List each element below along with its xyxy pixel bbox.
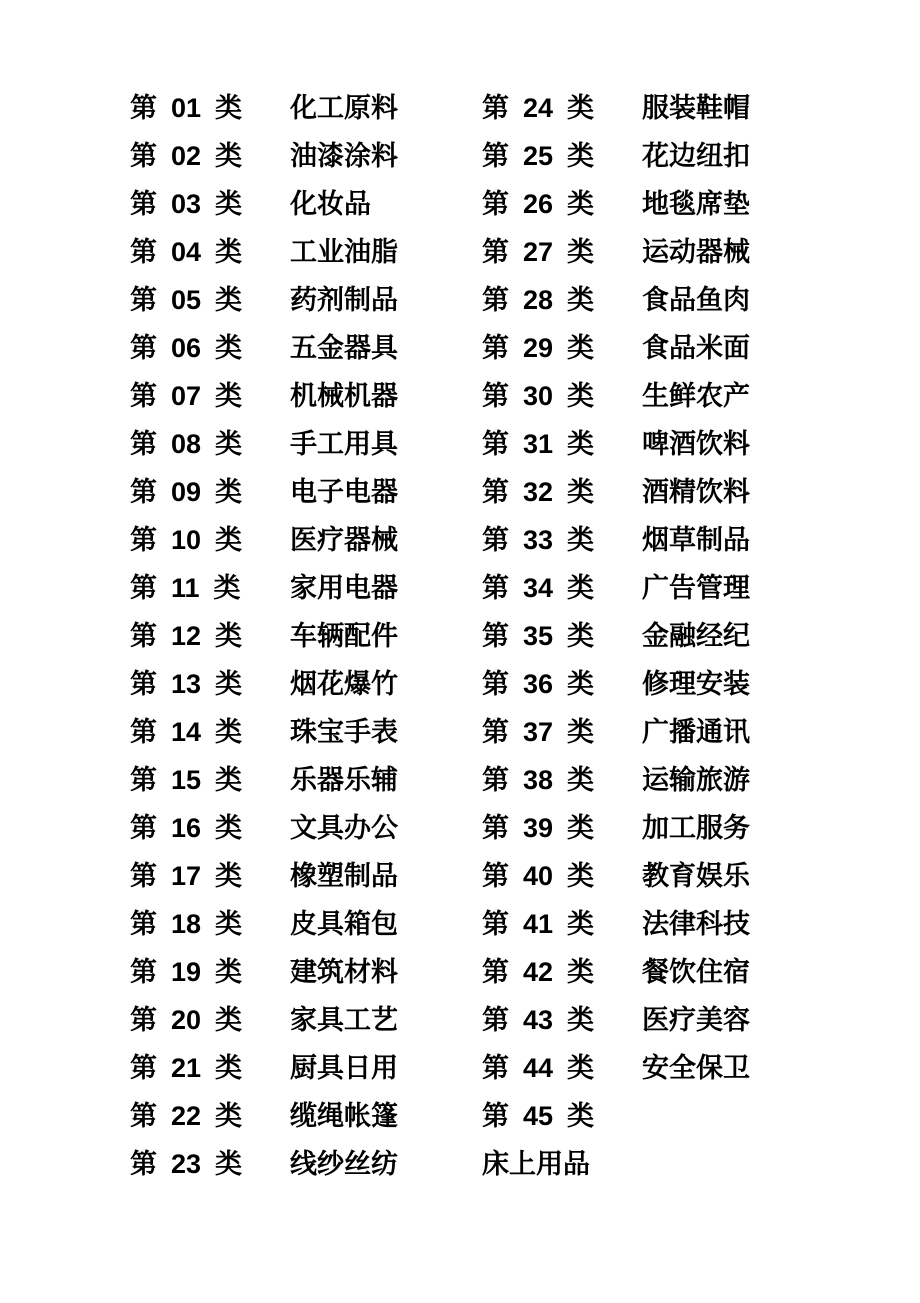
- table-row: [468, 566, 816, 614]
- prefix-char: 第: [130, 429, 157, 459]
- suffix-char: 类: [213, 573, 241, 603]
- class-number: 18: [171, 909, 202, 939]
- class-number: 16: [171, 813, 202, 843]
- table-row: [468, 326, 816, 374]
- suffix-char: 类: [567, 333, 595, 363]
- class-name: 法律科技: [642, 909, 750, 939]
- table-row: [120, 662, 468, 710]
- class-name: 厨具日用: [290, 1053, 398, 1083]
- suffix-char: 类: [215, 717, 243, 747]
- table-row: [120, 1094, 468, 1142]
- class-name: 食品米面: [642, 333, 750, 363]
- table-row: [120, 902, 468, 950]
- class-label: [130, 86, 290, 125]
- table-row: [468, 1094, 816, 1142]
- table-row: [468, 374, 816, 422]
- class-number: 20: [171, 1005, 202, 1035]
- suffix-char: 类: [215, 429, 243, 459]
- suffix-char: 类: [215, 957, 243, 987]
- class-number: 03: [171, 189, 202, 219]
- class-number: 43: [523, 1005, 554, 1035]
- suffix-char: 类: [215, 1149, 243, 1179]
- class-label: [130, 758, 290, 797]
- class-number: 33: [523, 525, 554, 555]
- class-name: 化工原料: [290, 93, 398, 123]
- suffix-char: 类: [567, 429, 595, 459]
- table-row: [468, 710, 816, 758]
- suffix-char: 类: [567, 957, 595, 987]
- class-number: 26: [523, 189, 554, 219]
- class-number: 08: [171, 429, 202, 459]
- prefix-char: 第: [130, 909, 157, 939]
- suffix-char: 类: [215, 237, 243, 267]
- class-name: 文具办公: [290, 813, 398, 843]
- prefix-char: 第: [482, 525, 509, 555]
- suffix-char: 类: [567, 573, 595, 603]
- suffix-char: 类: [567, 285, 595, 315]
- class-name: 皮具箱包: [290, 909, 398, 939]
- class-name: 酒精饮料: [642, 477, 750, 507]
- class-number: 07: [171, 381, 202, 411]
- class-name: 医疗器械: [290, 525, 398, 555]
- class-label: [130, 710, 290, 749]
- table-row: [468, 902, 816, 950]
- class-name: 运输旅游: [642, 765, 750, 795]
- class-name: 花边纽扣: [642, 141, 750, 171]
- class-name: 啤酒饮料: [642, 429, 750, 459]
- prefix-char: 第: [130, 765, 157, 795]
- prefix-char: 第: [482, 141, 509, 171]
- class-label: [482, 854, 642, 893]
- table-row: [468, 134, 816, 182]
- class-name: 修理安装: [642, 669, 750, 699]
- prefix-char: 第: [482, 813, 509, 843]
- class-label: [130, 998, 290, 1037]
- table-row: [120, 374, 468, 422]
- prefix-char: 第: [130, 1101, 157, 1131]
- table-row: [468, 1142, 816, 1190]
- class-name: 工业油脂: [290, 237, 398, 267]
- class-label: [130, 1142, 290, 1181]
- class-number: 45: [523, 1101, 554, 1131]
- suffix-char: 类: [215, 141, 243, 171]
- class-label: [130, 518, 290, 557]
- class-number: 27: [523, 237, 554, 267]
- prefix-char: 第: [130, 1053, 157, 1083]
- prefix-char: 第: [482, 237, 509, 267]
- prefix-char: 第: [482, 333, 509, 363]
- class-number: 39: [523, 813, 554, 843]
- class-number: 25: [523, 141, 554, 171]
- table-row: [120, 1142, 468, 1190]
- prefix-char: 第: [130, 525, 157, 555]
- suffix-char: 类: [567, 909, 595, 939]
- class-name: 珠宝手表: [290, 717, 398, 747]
- class-name: 五金器具: [290, 333, 398, 363]
- table-row: [120, 422, 468, 470]
- class-name: 餐饮住宿: [642, 957, 750, 987]
- class-name: 广告管理: [642, 573, 750, 603]
- suffix-char: 类: [215, 1005, 243, 1035]
- prefix-char: 第: [130, 381, 157, 411]
- class-label: [130, 566, 290, 605]
- prefix-char: 第: [482, 621, 509, 651]
- class-number: 11: [171, 573, 200, 603]
- suffix-char: 类: [215, 1101, 243, 1131]
- prefix-char: 第: [130, 285, 157, 315]
- class-number: 21: [171, 1053, 202, 1083]
- suffix-char: 类: [215, 93, 243, 123]
- class-number: 30: [523, 381, 554, 411]
- suffix-char: 类: [567, 93, 595, 123]
- class-number: 05: [171, 285, 202, 315]
- class-label: [482, 422, 642, 461]
- class-name: 地毯席垫: [642, 189, 750, 219]
- class-label: [130, 662, 290, 701]
- table-row: [120, 86, 468, 134]
- table-row: [468, 230, 816, 278]
- prefix-char: 第: [482, 477, 509, 507]
- class-label: [482, 566, 642, 605]
- prefix-char: 第: [130, 93, 157, 123]
- class-name: 家用电器: [290, 573, 398, 603]
- class-number: 10: [171, 525, 202, 555]
- table-row: [468, 470, 816, 518]
- suffix-char: 类: [567, 717, 595, 747]
- prefix-char: 第: [130, 621, 157, 651]
- suffix-char: 类: [215, 477, 243, 507]
- class-name: 运动器械: [642, 237, 750, 267]
- prefix-char: 第: [482, 861, 509, 891]
- class-number: 24: [523, 93, 554, 123]
- class-name: 电子电器: [290, 477, 398, 507]
- prefix-char: 第: [482, 381, 509, 411]
- class-label: [130, 614, 290, 653]
- prefix-char: 第: [130, 669, 157, 699]
- suffix-char: 类: [215, 189, 243, 219]
- class-name: 烟花爆竹: [290, 669, 398, 699]
- class-name: 服装鞋帽: [642, 93, 750, 123]
- class-name: 建筑材料: [290, 957, 398, 987]
- suffix-char: 类: [567, 1053, 595, 1083]
- class-label: [130, 134, 290, 173]
- prefix-char: 第: [130, 237, 157, 267]
- class-name: 安全保卫: [642, 1053, 750, 1083]
- class-number: 35: [523, 621, 554, 651]
- class-column-left: [120, 86, 468, 1190]
- table-row: [120, 230, 468, 278]
- class-label: [482, 1046, 642, 1085]
- class-number: 23: [171, 1149, 202, 1179]
- suffix-char: 类: [215, 381, 243, 411]
- table-row: [120, 326, 468, 374]
- class-list-table: [120, 86, 800, 1190]
- class-number: 29: [523, 333, 554, 363]
- table-row: [468, 806, 816, 854]
- table-row: [120, 710, 468, 758]
- class-number: 42: [523, 957, 554, 987]
- class-name: 广播通讯: [642, 717, 750, 747]
- suffix-char: 类: [567, 1005, 595, 1035]
- class-number: 15: [171, 765, 202, 795]
- table-row: [120, 854, 468, 902]
- class-name: 油漆涂料: [290, 141, 398, 171]
- suffix-char: 类: [567, 477, 595, 507]
- class-name: 加工服务: [642, 813, 750, 843]
- prefix-char: 第: [482, 1005, 509, 1035]
- table-row: [120, 182, 468, 230]
- class-name: 机械机器: [290, 381, 398, 411]
- class-number: 22: [171, 1101, 202, 1131]
- class-name: 乐器乐辅: [290, 765, 398, 795]
- table-row: [120, 950, 468, 998]
- suffix-char: 类: [215, 813, 243, 843]
- table-row: [468, 422, 816, 470]
- suffix-char: 类: [567, 237, 595, 267]
- class-label: [130, 278, 290, 317]
- class-label: [482, 230, 642, 269]
- prefix-char: 第: [482, 669, 509, 699]
- class-label: [482, 518, 642, 557]
- prefix-char: 第: [482, 189, 509, 219]
- class-label: [130, 374, 290, 413]
- suffix-char: 类: [215, 669, 243, 699]
- class-label: [482, 710, 642, 749]
- table-row: [468, 950, 816, 998]
- class-number: 04: [171, 237, 202, 267]
- class-label: [482, 950, 642, 989]
- class-label: [130, 854, 290, 893]
- class-label: [482, 1094, 642, 1133]
- class-label: [482, 278, 642, 317]
- class-number: 06: [171, 333, 202, 363]
- class-number: 01: [171, 93, 202, 123]
- class-label: [130, 182, 290, 221]
- class-label: [482, 86, 642, 125]
- class-name-continuation: 床上用品: [482, 1149, 590, 1179]
- suffix-char: 类: [567, 621, 595, 651]
- class-label: [482, 326, 642, 365]
- prefix-char: 第: [482, 909, 509, 939]
- class-number: 36: [523, 669, 554, 699]
- table-row: [120, 566, 468, 614]
- class-number: 09: [171, 477, 202, 507]
- class-number: 38: [523, 765, 554, 795]
- class-label: [482, 134, 642, 173]
- suffix-char: 类: [567, 669, 595, 699]
- suffix-char: 类: [215, 621, 243, 651]
- class-name: 金融经纪: [642, 621, 750, 651]
- suffix-char: 类: [215, 765, 243, 795]
- suffix-char: 类: [567, 765, 595, 795]
- prefix-char: 第: [482, 1101, 509, 1131]
- class-label: [482, 806, 642, 845]
- class-name: 药剂制品: [290, 285, 398, 315]
- class-label: [482, 470, 642, 509]
- prefix-char: 第: [482, 957, 509, 987]
- class-label: [130, 326, 290, 365]
- table-row: [120, 518, 468, 566]
- prefix-char: 第: [482, 285, 509, 315]
- prefix-char: 第: [130, 573, 157, 603]
- class-name: 生鲜农产: [642, 381, 750, 411]
- class-label: [130, 1046, 290, 1085]
- class-label: [130, 806, 290, 845]
- table-row: [468, 518, 816, 566]
- class-number: 34: [523, 573, 554, 603]
- class-name: 食品鱼肉: [642, 285, 750, 315]
- table-row: [468, 182, 816, 230]
- suffix-char: 类: [567, 189, 595, 219]
- suffix-char: 类: [215, 525, 243, 555]
- prefix-char: 第: [130, 1149, 157, 1179]
- suffix-char: 类: [215, 861, 243, 891]
- prefix-char: 第: [130, 861, 157, 891]
- table-row: [120, 470, 468, 518]
- suffix-char: 类: [215, 909, 243, 939]
- table-row: [120, 806, 468, 854]
- prefix-char: 第: [130, 189, 157, 219]
- class-number: 44: [523, 1053, 554, 1083]
- class-label: [130, 422, 290, 461]
- class-number: 31: [523, 429, 554, 459]
- table-row: [120, 1046, 468, 1094]
- prefix-char: 第: [130, 1005, 157, 1035]
- prefix-char: 第: [482, 765, 509, 795]
- class-number: 40: [523, 861, 554, 891]
- table-row: [468, 998, 816, 1046]
- table-row: [468, 614, 816, 662]
- table-row: [120, 278, 468, 326]
- suffix-char: 类: [215, 285, 243, 315]
- prefix-char: 第: [130, 813, 157, 843]
- class-label: [130, 230, 290, 269]
- suffix-char: 类: [567, 525, 595, 555]
- class-number: 41: [523, 909, 554, 939]
- prefix-char: 第: [482, 429, 509, 459]
- class-name: 化妆品: [290, 189, 371, 219]
- class-label: [482, 614, 642, 653]
- class-label: [130, 470, 290, 509]
- class-name: 医疗美容: [642, 1005, 750, 1035]
- prefix-char: 第: [130, 957, 157, 987]
- suffix-char: 类: [567, 861, 595, 891]
- class-name: 线纱丝纺: [290, 1149, 398, 1179]
- class-name: 缆绳帐篷: [290, 1101, 398, 1131]
- class-name: 烟草制品: [642, 525, 750, 555]
- class-number: 02: [171, 141, 202, 171]
- prefix-char: 第: [482, 1053, 509, 1083]
- class-label: [130, 1094, 290, 1133]
- table-row: [120, 758, 468, 806]
- class-label: [130, 950, 290, 989]
- class-number: 12: [171, 621, 202, 651]
- class-number: 19: [171, 957, 202, 987]
- table-row: [468, 278, 816, 326]
- class-label: [130, 902, 290, 941]
- class-label: [482, 902, 642, 941]
- suffix-char: 类: [215, 333, 243, 363]
- class-number: 32: [523, 477, 554, 507]
- class-label: [482, 662, 642, 701]
- suffix-char: 类: [567, 813, 595, 843]
- table-row: [468, 86, 816, 134]
- class-name: 橡塑制品: [290, 861, 398, 891]
- prefix-char: 第: [482, 93, 509, 123]
- prefix-char: 第: [130, 717, 157, 747]
- class-number: 37: [523, 717, 554, 747]
- class-label: [482, 998, 642, 1037]
- table-row: [468, 854, 816, 902]
- class-name: 手工用具: [290, 429, 398, 459]
- class-name: 教育娱乐: [642, 861, 750, 891]
- prefix-char: 第: [482, 717, 509, 747]
- class-label: [482, 374, 642, 413]
- prefix-char: 第: [482, 573, 509, 603]
- table-row: [120, 614, 468, 662]
- prefix-char: 第: [130, 333, 157, 363]
- suffix-char: 类: [215, 1053, 243, 1083]
- class-number: 17: [171, 861, 202, 891]
- table-row: [468, 758, 816, 806]
- suffix-char: 类: [567, 381, 595, 411]
- suffix-char: 类: [567, 141, 595, 171]
- table-row: [120, 998, 468, 1046]
- class-label: [482, 758, 642, 797]
- table-row: [468, 1046, 816, 1094]
- class-number: 13: [171, 669, 202, 699]
- table-row: [468, 662, 816, 710]
- class-name: 家具工艺: [290, 1005, 398, 1035]
- class-name: 车辆配件: [290, 621, 398, 651]
- prefix-char: 第: [130, 477, 157, 507]
- class-number: 14: [171, 717, 202, 747]
- table-row: [120, 134, 468, 182]
- prefix-char: 第: [130, 141, 157, 171]
- suffix-char: 类: [567, 1101, 595, 1131]
- class-column-right: [468, 86, 816, 1190]
- class-number: 28: [523, 285, 554, 315]
- class-label: [482, 182, 642, 221]
